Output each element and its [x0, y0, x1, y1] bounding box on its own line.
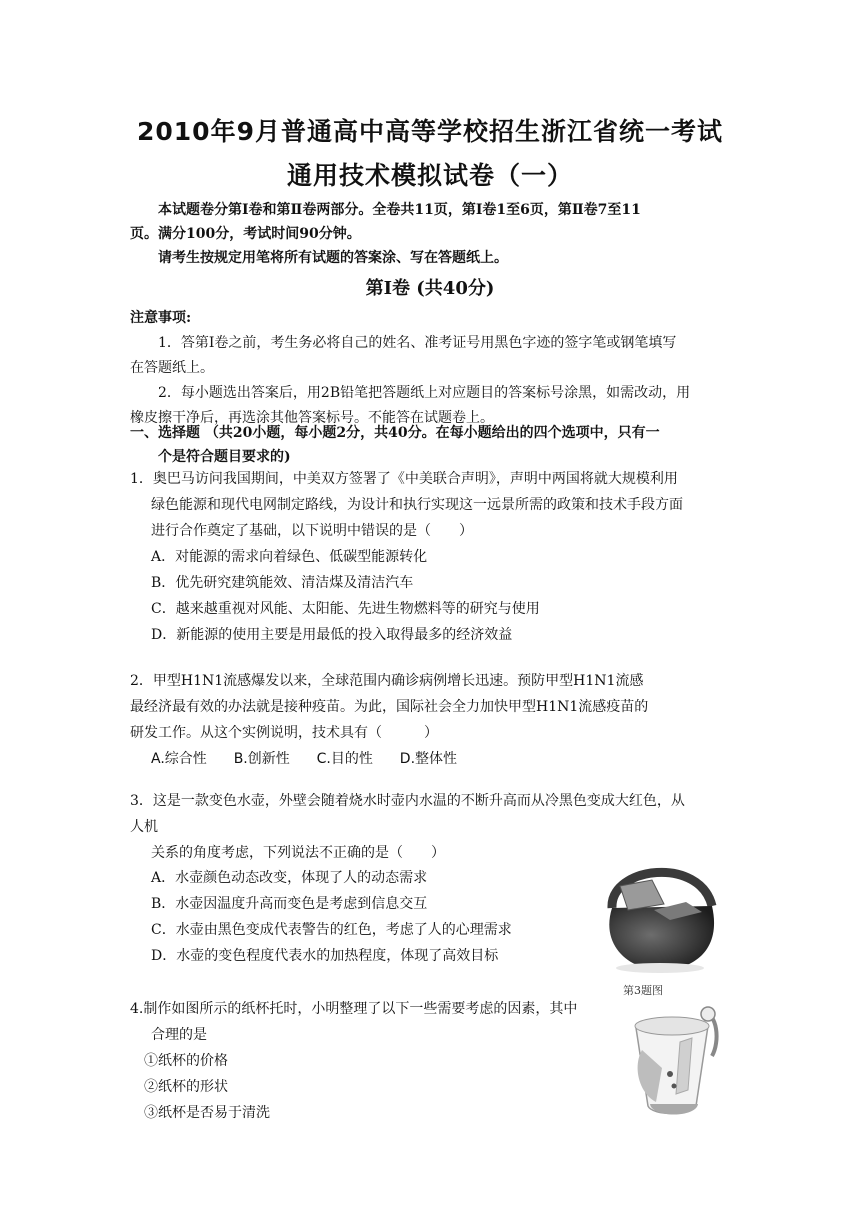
notes-item2-line2: 橡皮擦干净后，再选涂其他答案标号。不能答在试题卷上。	[130, 410, 494, 426]
q1-line1: 1．奥巴马访问我国期间，中美双方签署了《中美联合声明》，声明中两国将就大规模利用	[130, 471, 678, 487]
intro-line2: 页。满分100分，考试时间90分钟。	[130, 226, 361, 242]
q2-line2: 最经济最有效的办法就是接种疫苗。为此，国际社会全力加快甲型H1N1流感疫苗的	[130, 699, 649, 715]
exam-title-line1: 2010年9月普通高中高等学校招生浙江省统一考试	[137, 117, 723, 146]
part1-heading: 第Ⅰ卷 (共40分)	[365, 278, 495, 299]
q2-options	[130, 746, 732, 772]
cup-holder-image	[622, 998, 732, 1126]
intro-paragraph	[130, 198, 730, 270]
q1-line3: 进行合作奠定了基础，以下说明中错误的是（ ）	[151, 523, 473, 539]
question-3-options	[130, 865, 600, 969]
q1-line2: 绿色能源和现代电网制定路线，为设计和执行实现这一远景所需的政策和技术手段方面	[151, 497, 683, 513]
q2-line3: 研发工作。从这个实例说明，技术具有（ ）	[130, 725, 438, 741]
question-1	[130, 466, 732, 648]
section1-line1: 一、选择题 （共20小题，每小题2分，共40分。在每小题给出的四个选项中，只有一	[130, 425, 660, 441]
q3-figure-caption: 第3题图	[623, 984, 663, 997]
q1-option-c: C．越来越重视对风能、太阳能、先进生物燃料等的研究与使用	[151, 601, 540, 617]
q2-option-a: A.综合性	[151, 751, 207, 767]
q1-option-b: B．优先研究建筑能效、清洁煤及清洁汽车	[151, 575, 414, 591]
q2-line1: 2．甲型H1N1流感爆发以来，全球范围内确诊病例增长迅速。预防甲型H1N1流感	[130, 673, 644, 689]
q1-option-d: D．新能源的使用主要是用最低的投入取得最多的经济效益	[151, 627, 513, 643]
q2-option-b: B.创新性	[233, 751, 290, 767]
question-2	[130, 668, 732, 772]
q4-line2: 合理的是	[151, 1027, 207, 1043]
q3-line3: 关系的角度考虑，下列说法不正确的是（ ）	[151, 845, 445, 861]
exam-title-line2: 通用技术模拟试卷（一）	[286, 161, 573, 190]
notes-heading: 注意事项:	[130, 310, 192, 326]
q3-option-c: C．水壶由黑色变成代表警告的红色，考虑了人的心理需求	[151, 922, 512, 938]
notes-item2-line1: 2．每小题选出答案后，用2B铅笔把答题纸上对应题目的答案标号涂黑，如需改动，用	[158, 385, 691, 401]
question-4	[130, 996, 610, 1126]
notes-block	[130, 306, 732, 431]
intro-line1: 本试题卷分第Ⅰ卷和第Ⅱ卷两部分。全卷共11页，第Ⅰ卷1至6页，第Ⅱ卷7至11	[158, 202, 641, 218]
q3-line2: 人机	[130, 819, 158, 835]
q1-option-a: A．对能源的需求向着绿色、低碳型能源转化	[151, 549, 428, 565]
q2-option-d: D.整体性	[399, 751, 458, 767]
q3-option-a: A．水壶颜色动态改变，体现了人的动态需求	[151, 870, 428, 886]
notes-item1-line2: 在答题纸上。	[130, 360, 214, 376]
q3-option-d: D．水壶的变色程度代表水的加热程度，体现了高效目标	[151, 948, 499, 964]
q4-item-2: ②纸杯的形状	[144, 1079, 228, 1095]
kettle-image	[590, 846, 730, 976]
q2-option-c: C.目的性	[316, 751, 373, 767]
q4-line1: 4.制作如图所示的纸杯托时，小明整理了以下一些需要考虑的因素，其中	[130, 1001, 578, 1017]
q4-item-3: ③纸杯是否易于清洗	[144, 1105, 270, 1121]
q3-option-b: B．水壶因温度升高而变色是考虑到信息交互	[151, 896, 428, 912]
section1-line2: 个是符合题目要求的)	[158, 449, 291, 465]
q3-line1: 3．这是一款变色水壶，外壁会随着烧水时壶内水温的不断升高而从冷黑色变成大红色，从	[130, 793, 685, 809]
notes-item1-line1: 1．答第Ⅰ卷之前，考生务必将自己的姓名、准考证号用黑色字迹的签字笔或钢笔填写	[158, 335, 677, 351]
intro-line3: 请考生按规定用笔将所有试题的答案涂、写在答题纸上。	[158, 250, 508, 266]
section1-heading	[130, 421, 732, 469]
q4-item-1: ①纸杯的价格	[144, 1053, 228, 1069]
